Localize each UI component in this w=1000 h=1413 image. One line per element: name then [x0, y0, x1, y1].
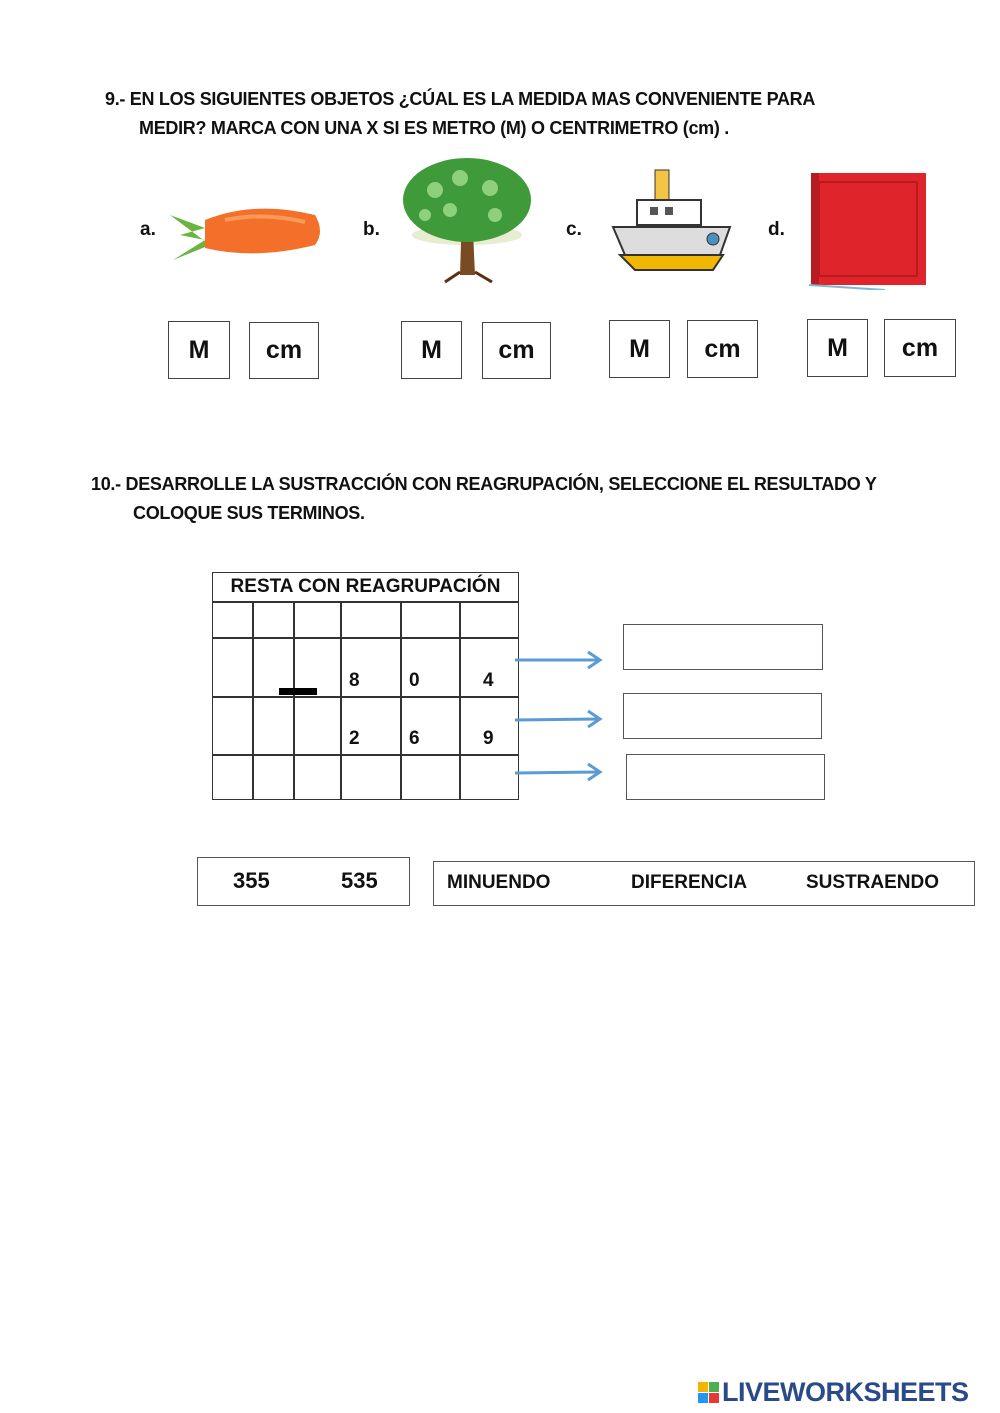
minuend-tens: 0 — [409, 670, 420, 691]
question-10-line-2: COLOQUE SUS TERMINOS. — [133, 503, 365, 523]
question-10-line-1: 10.- DESARROLLE LA SUSTRACCIÓN CON REAGRUPACIÓN, SELECCIONE EL RESULTADO Y — [91, 474, 877, 494]
item-a-meter-checkbox[interactable]: M — [168, 321, 230, 379]
result-option-355[interactable]: 355 — [233, 868, 270, 893]
result-options-box — [197, 857, 410, 906]
carrot-image — [165, 190, 325, 275]
item-c-cm-checkbox[interactable]: cm — [687, 320, 758, 378]
subtraction-table — [212, 572, 519, 800]
logo-text: LIVEWORKSHEETS — [722, 1377, 969, 1407]
subtrahend-tens: 6 — [409, 728, 420, 749]
item-d-label: d. — [768, 219, 785, 240]
terms-box — [433, 861, 975, 906]
minuend-hundreds: 8 — [349, 670, 360, 691]
table-title: RESTA CON REAGRUPACIÓN — [230, 576, 501, 597]
term-answer-box-3[interactable] — [626, 754, 825, 800]
arrow-icon — [515, 711, 600, 727]
minuend-units: 4 — [483, 670, 494, 691]
result-option-535[interactable]: 535 — [341, 868, 378, 893]
item-d-cm-checkbox[interactable]: cm — [884, 319, 956, 377]
book-image — [805, 170, 930, 290]
term-answer-box-1[interactable] — [623, 624, 823, 670]
subtrahend-hundreds: 2 — [349, 728, 360, 749]
minus-sign — [279, 688, 317, 695]
question-9-line-2: MEDIR? MARCA CON UNA X SI ES METRO (M) O CENTRIMETRO (cm) . — [139, 118, 729, 138]
item-a-cm-checkbox[interactable]: cm — [249, 322, 319, 379]
item-b-label: b. — [363, 219, 380, 240]
arrow-icon — [515, 764, 600, 780]
item-a-label: a. — [140, 219, 156, 240]
question-9-line-1: 9.- EN LOS SIGUIENTES OBJETOS ¿CÚAL ES LA MEDIDA MAS CONVENIENTE PARA — [105, 89, 816, 109]
item-c-label: c. — [566, 219, 582, 240]
subtrahend-units: 9 — [483, 728, 494, 749]
item-c-meter-checkbox[interactable]: M — [609, 320, 670, 378]
item-b-meter-checkbox[interactable]: M — [401, 321, 462, 379]
arrow-icon — [515, 652, 600, 668]
term-sustraendo[interactable]: SUSTRAENDO — [806, 872, 940, 893]
term-diferencia[interactable]: DIFERENCIA — [631, 872, 748, 893]
term-answer-box-2[interactable] — [623, 693, 822, 739]
tree-image — [400, 150, 535, 290]
arrows — [512, 645, 607, 785]
boat-image — [605, 165, 735, 280]
term-minuendo[interactable]: MINUENDO — [447, 872, 551, 893]
item-d-meter-checkbox[interactable]: M — [807, 319, 868, 377]
liveworksheets-logo — [698, 1377, 969, 1408]
item-b-cm-checkbox[interactable]: cm — [482, 322, 551, 379]
logo-icon — [698, 1382, 719, 1403]
